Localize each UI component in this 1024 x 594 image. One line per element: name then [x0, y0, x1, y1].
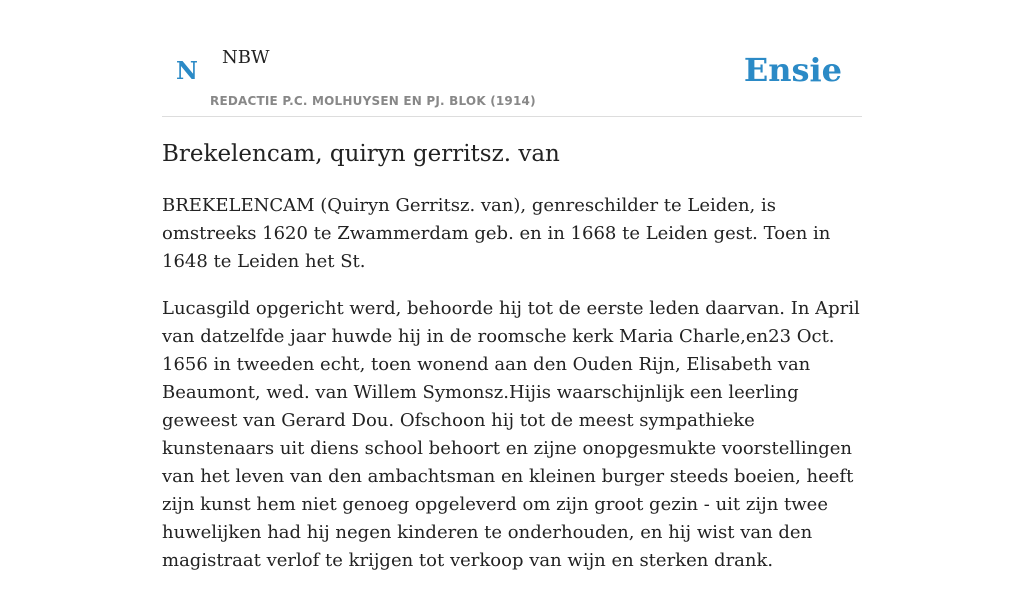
site-header — [162, 0, 862, 117]
source-subtitle: REDACTIE P.C. MOLHUYSEN EN PJ. BLOK (1914) — [210, 94, 536, 108]
source-logo-icon[interactable]: N — [176, 56, 198, 85]
source-name[interactable]: NBW — [222, 47, 270, 68]
brand-logo[interactable]: Ensie — [743, 51, 842, 89]
article-paragraph: BREKELENCAM (Quiryn Gerritsz. van), genreschilder te Leiden, is omstreeks 1620 te Zwammerdam geb. en in 1668 te Leiden gest. Toen in 1648 te Leiden het St. — [162, 195, 831, 272]
article-content — [162, 192, 862, 594]
article-paragraph: Lucasgild opgericht werd, behoorde hij tot de eerste leden daarvan. In April van datzelfde jaar huwde hij in de roomsche kerk Maria Charle,en23 Oct. 1656 in tweeden echt, toen wonend aan den Ouden Rijn, Elisabeth van Beaumont, wed. van Willem Symonsz.Hijis waarschijnlijk een leerling geweest van Gerard Dou. Ofschoon hij tot de meest sympathieke kunstenaars uit diens school behoort en zijne onopgesmukte voorstellingen van het leven van den ambachtsman en kleinen burger steeds boeien, heeft zijn kunst hem niet genoeg opgeleverd om zijn groot gezin - uit zijn twee huwelijken had hij negen kinderen te onderhouden, en hij wist van den magistraat verlof te krijgen tot verkoop van wijn en sterken drank. — [162, 298, 860, 571]
article-title: Brekelencam, quiryn gerritsz. van — [162, 141, 560, 167]
